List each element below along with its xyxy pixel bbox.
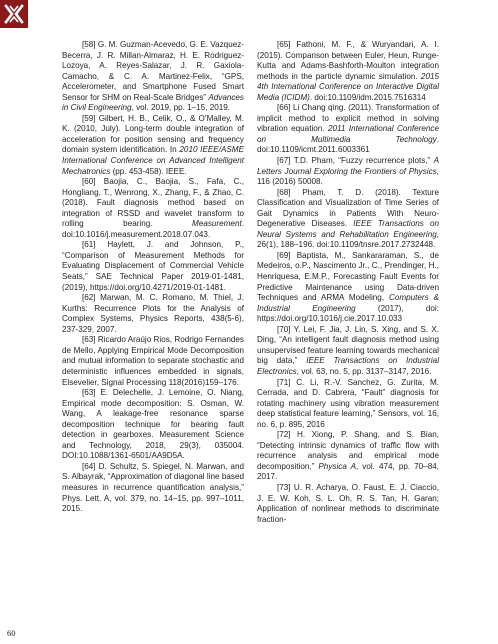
reference-69 — [257, 251, 439, 325]
reference-62 — [62, 293, 244, 335]
references-right-column — [257, 40, 439, 525]
reference-text: [59] Gilbert, H. B., Celik, O., & O’Malley, M. K. (2010, July). Long-term double integration of acceleration for position sensing and frequency domain system identification. In — [62, 113, 244, 155]
reference-63b — [62, 388, 244, 462]
reference-text: [62] Marwan, M. C. Romano, M. Thiel, J. Kurths: Recurrence Plots for the Analysis of Complex Systems, Physics Reports, 438(5-6), 237-329, 2007. — [62, 293, 244, 334]
reference-title-italic: IEEE Transactions on Neural Systems and Rehabilitation Engineering — [257, 219, 439, 239]
journal-logo — [0, 0, 28, 28]
reference-text: . doi:10.1109/icmt.2011.6003361 — [257, 134, 439, 155]
reference-68 — [257, 188, 439, 251]
reference-text: [69] Baptista, M., Sankararaman, S., de Medeiros, o.P., Nascimento Jr., C., Prendinger, H., Henriquesa, E.M.P., Forecasting Fault Events for Predictive Maintenance using Data-driven Techniques and ARMA Modeling, — [257, 250, 439, 303]
reference-title-italic: Measurement — [192, 219, 242, 229]
reference-title-italic: A Letters Journal Exploring the Frontiers of Physics, — [257, 156, 439, 176]
reference-text: [64] D. Schultz, S. Spiegel, N. Marwan, and S. Albayrak, “Approximation of diagonal line based measures in recurrence quantification analysis,” Phys. Lett. A, vol. 379, no. 14–15, pp. 997–1011, 2015. — [62, 461, 244, 514]
reference-text: [71] C. Li, R.-V. Sanchez, G. Zurita, M. Cerrada, and D. Cabrera, “Fault” diagnosis for rotating machinery using vibration measurement deep statistical feature learning,” Sensors, vol. 16, no. 6, p. 895, 2016 — [257, 377, 439, 429]
reference-title-italic: Advances in Civil Engineering — [62, 92, 244, 113]
reference-text: [72] H. Xiong, P. Shang, and S. Bian, “Detecting intrinsic dynamics of traffic flow with recurrence analysis and empirical mode decomposition,” — [257, 430, 439, 471]
reference-text: [58] G. M. Guzman-Acevedo, G. E. Vazquez-Becerra, J. R. Millan-Almaraz, H. E. Rodriguez-Lozoya, A. Reyes-Salazar, J. R. Gaxiola-Camacho, & C. A. Martinez-Felix, “GPS, Accelerometer, and Smartphone Fused Smart Sensor for SHM on Real-Scale Bridges” — [62, 40, 244, 102]
reference-64 — [62, 462, 244, 515]
reference-text: , vol. 474, pp. 70–84, 2017. — [257, 461, 439, 482]
reference-text: [63] E. Delechelle, J. Lemoine, O. Niang, Empirical mode decomposition: S. Osman, W. Wang, A leakage-free resonance sparse decomposition technique for bearing fault detection in gearboxes. Measurement Science and Technology, 2018, 29(3), 035004. DOI:10.1088/1361-6501/AA9D5A. — [62, 388, 244, 461]
reference-text: (pp. 453-458). IEEE. — [110, 166, 187, 176]
reference-title-italic: IEEE Transactions on Industrial Electronics — [257, 356, 439, 376]
reference-63a — [62, 335, 244, 388]
reference-58 — [62, 40, 244, 114]
references-left-column — [62, 40, 244, 515]
reference-65 — [257, 40, 439, 103]
reference-text: [67] T.D. Pham, “Fuzzy recurrence plots,” — [277, 156, 434, 166]
reference-73 — [257, 483, 439, 525]
page-number: 60 — [7, 628, 16, 638]
reference-67 — [257, 156, 439, 188]
reference-60 — [62, 177, 244, 240]
x-emblem-icon — [4, 4, 24, 24]
reference-61 — [62, 240, 244, 293]
reference-title-italic: Computers & Industrial Engineering — [257, 293, 439, 313]
reference-title-italic: 2010 IEEE/ASME International Conference on Advanced Intelligent Mechatronics — [62, 145, 244, 176]
reference-text: , vol. 2019, pp. 1–15, 2019. — [131, 103, 231, 113]
reference-text: . doi:10.1016/j.measurement.2018.07.043. — [62, 219, 244, 239]
reference-text: [60] Baojia, C., Baojia, S., Fafa, C., Hongliang, T., Wenrong, X., Zhang, F., & Zhao, C. (2018). Fault diagnosis method based on integration of RSSD and wavelet transform to rolling bearing. — [62, 177, 244, 229]
reference-text: [65] Fathoni, M. F., & Wuryandari, A. I. (2015). Comparison between Euler, Heun, Runge-Kutta and Adams-Bashforth-Moulton integration methods in the particle dynamic simulation. — [257, 40, 439, 81]
reference-72 — [257, 430, 439, 483]
reference-text: , 26(1), 188–196. doi:10.1109/tnsre.2017.2732448. — [257, 229, 439, 250]
reference-title-italic: 2015 4th International Conference on Interactive Digital Media (ICIDM) — [257, 71, 439, 102]
reference-text: [63] Ricardo Araújo Rios, Rodrigo Fernandes de Mello, Applying Empirical Mode Decomposition and mutual information to separate stochastic and deterministic influences embedded in signals, Elsevelier, Signal Processing 118(2016)159–176. — [62, 335, 244, 387]
reference-text: [68] Pham, T. D. (2018). Texture Classification and Visualization of Time Series of Gait Dynamics in Patients With Neuro-Degenerative Diseases. — [257, 187, 439, 229]
reference-text: , vol. 63, no. 5, pp. 3137–3147, 2016. — [296, 366, 432, 376]
reference-text: [73] U. R. Acharya, O. Faust, E. J. Ciaccio, J. E. W. Koh, S. L. Oh, R. S. Tan, H. Garan; Application of nonlinear methods to discriminate fraction- — [257, 482, 439, 524]
reference-text: 116 (2016) 50008. — [257, 177, 323, 187]
reference-59 — [62, 114, 244, 177]
reference-70 — [257, 325, 439, 378]
reference-71 — [257, 378, 439, 431]
reference-text: [66] Li Chang qing. (2011). Transformation of implicit method to explicit method in solving vibration equation. — [257, 103, 439, 134]
reference-text: (2017), doi: https://doi.org/10.1016/j.cie.2017.10.033 — [257, 303, 439, 324]
reference-title-italic: Physica A — [318, 461, 356, 471]
reference-text: [70] Y. Lei, F. Jia, J. Lin, S. Xing, and S. X. Ding, “An intelligent fault diagnosis method using unsupervised feature learning towards mechanical big data,” — [257, 324, 439, 366]
reference-66 — [257, 103, 439, 156]
reference-text: . doi:10.1109/idm.2015.7516314 — [309, 92, 426, 102]
reference-title-italic: 2011 International Conference on Multimedia Technology — [257, 124, 439, 144]
reference-text: [61] Haylett, J. and Johnson, P., “Comparison of Measurement Methods for Evaluating Displacement of Commercial Vehicle Seats,” SAE Technical Paper 2019-01-1481, (2019), https://doi.org/10.4271/2019-01-1481. — [62, 240, 244, 292]
